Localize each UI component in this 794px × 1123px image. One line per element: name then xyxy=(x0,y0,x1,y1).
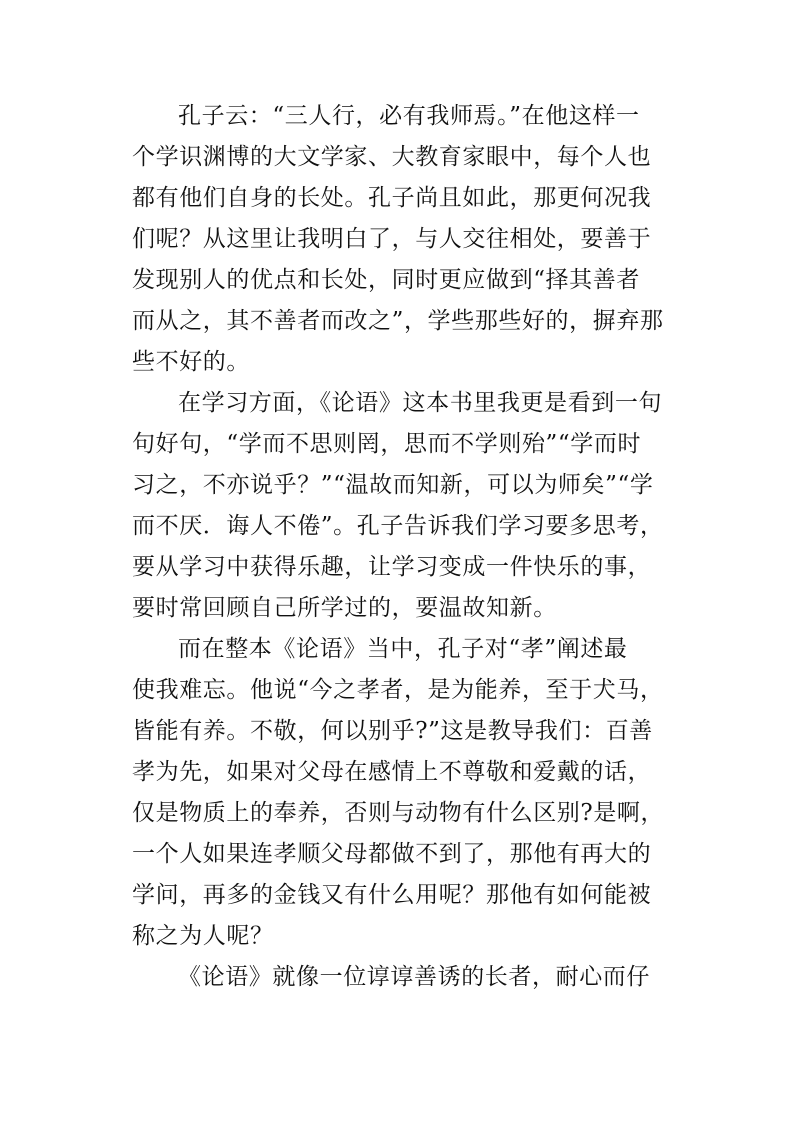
text-line: 学问，再多的金钱又有什么用呢？那他有如何能被 xyxy=(132,882,652,908)
text-line: 孔子云：“三人行，必有我师焉。”在他这样一 xyxy=(178,103,640,129)
text-line: 们呢？从这里让我明白了，与人交往相处，要善于 xyxy=(132,226,652,252)
text-line: 要从学习中获得乐趣，让学习变成一件快乐的事， xyxy=(132,554,652,580)
text-line: 孝为先，如果对父母在感情上不尊敬和爱戴的话， xyxy=(132,759,652,785)
text-line: 都有他们自身的长处。孔子尚且如此，那更何况我 xyxy=(132,185,652,211)
text-line: 个学识渊博的大文学家、大教育家眼中，每个人也 xyxy=(132,144,652,170)
text-line: 《论语》就像一位谆谆善诱的长者，耐心而仔 xyxy=(178,964,650,990)
paragraph-confucius-teachers xyxy=(132,96,672,383)
text-line: 句好句，“学而不思则罔，思而不学则殆”“学而时 xyxy=(132,431,642,457)
text-line: 一个人如果连孝顺父母都做不到了，那他有再大的 xyxy=(132,841,652,867)
text-line: 发现别人的优点和长处，同时更应做到“择其善者 xyxy=(132,267,640,293)
text-line: 使我难忘。他说“今之孝者，是为能养，至于犬马， xyxy=(132,677,664,703)
text-line: 皆能有养。不敬，何以别乎?”这是教导我们：百善 xyxy=(132,718,653,744)
essay-text xyxy=(132,96,672,998)
paragraph-learning xyxy=(132,383,672,629)
text-line: 称之为人呢？ xyxy=(132,923,274,949)
text-line: 而不厌．诲人不倦”。孔子告诉我们学习要多思考， xyxy=(132,513,664,539)
text-line: 而从之，其不善者而改之”，学些那些好的，摒弃那 xyxy=(132,308,664,334)
text-line: 习之，不亦说乎？”“温故而知新，可以为师矣”“学 xyxy=(132,472,654,498)
text-line: 些不好的。 xyxy=(132,349,250,375)
text-line: 而在整本《论语》当中，孔子对“孝”阐述最 xyxy=(178,636,628,662)
text-line: 在学习方面，《论语》这本书里我更是看到一句 xyxy=(178,390,663,416)
paragraph-analects-elder xyxy=(132,957,672,998)
text-line: 仅是物质上的奉养，否则与动物有什么区别?是啊， xyxy=(132,800,665,826)
text-line: 要时常回顾自己所学过的，要温故知新。 xyxy=(132,595,557,621)
paragraph-filial-piety xyxy=(132,629,672,957)
